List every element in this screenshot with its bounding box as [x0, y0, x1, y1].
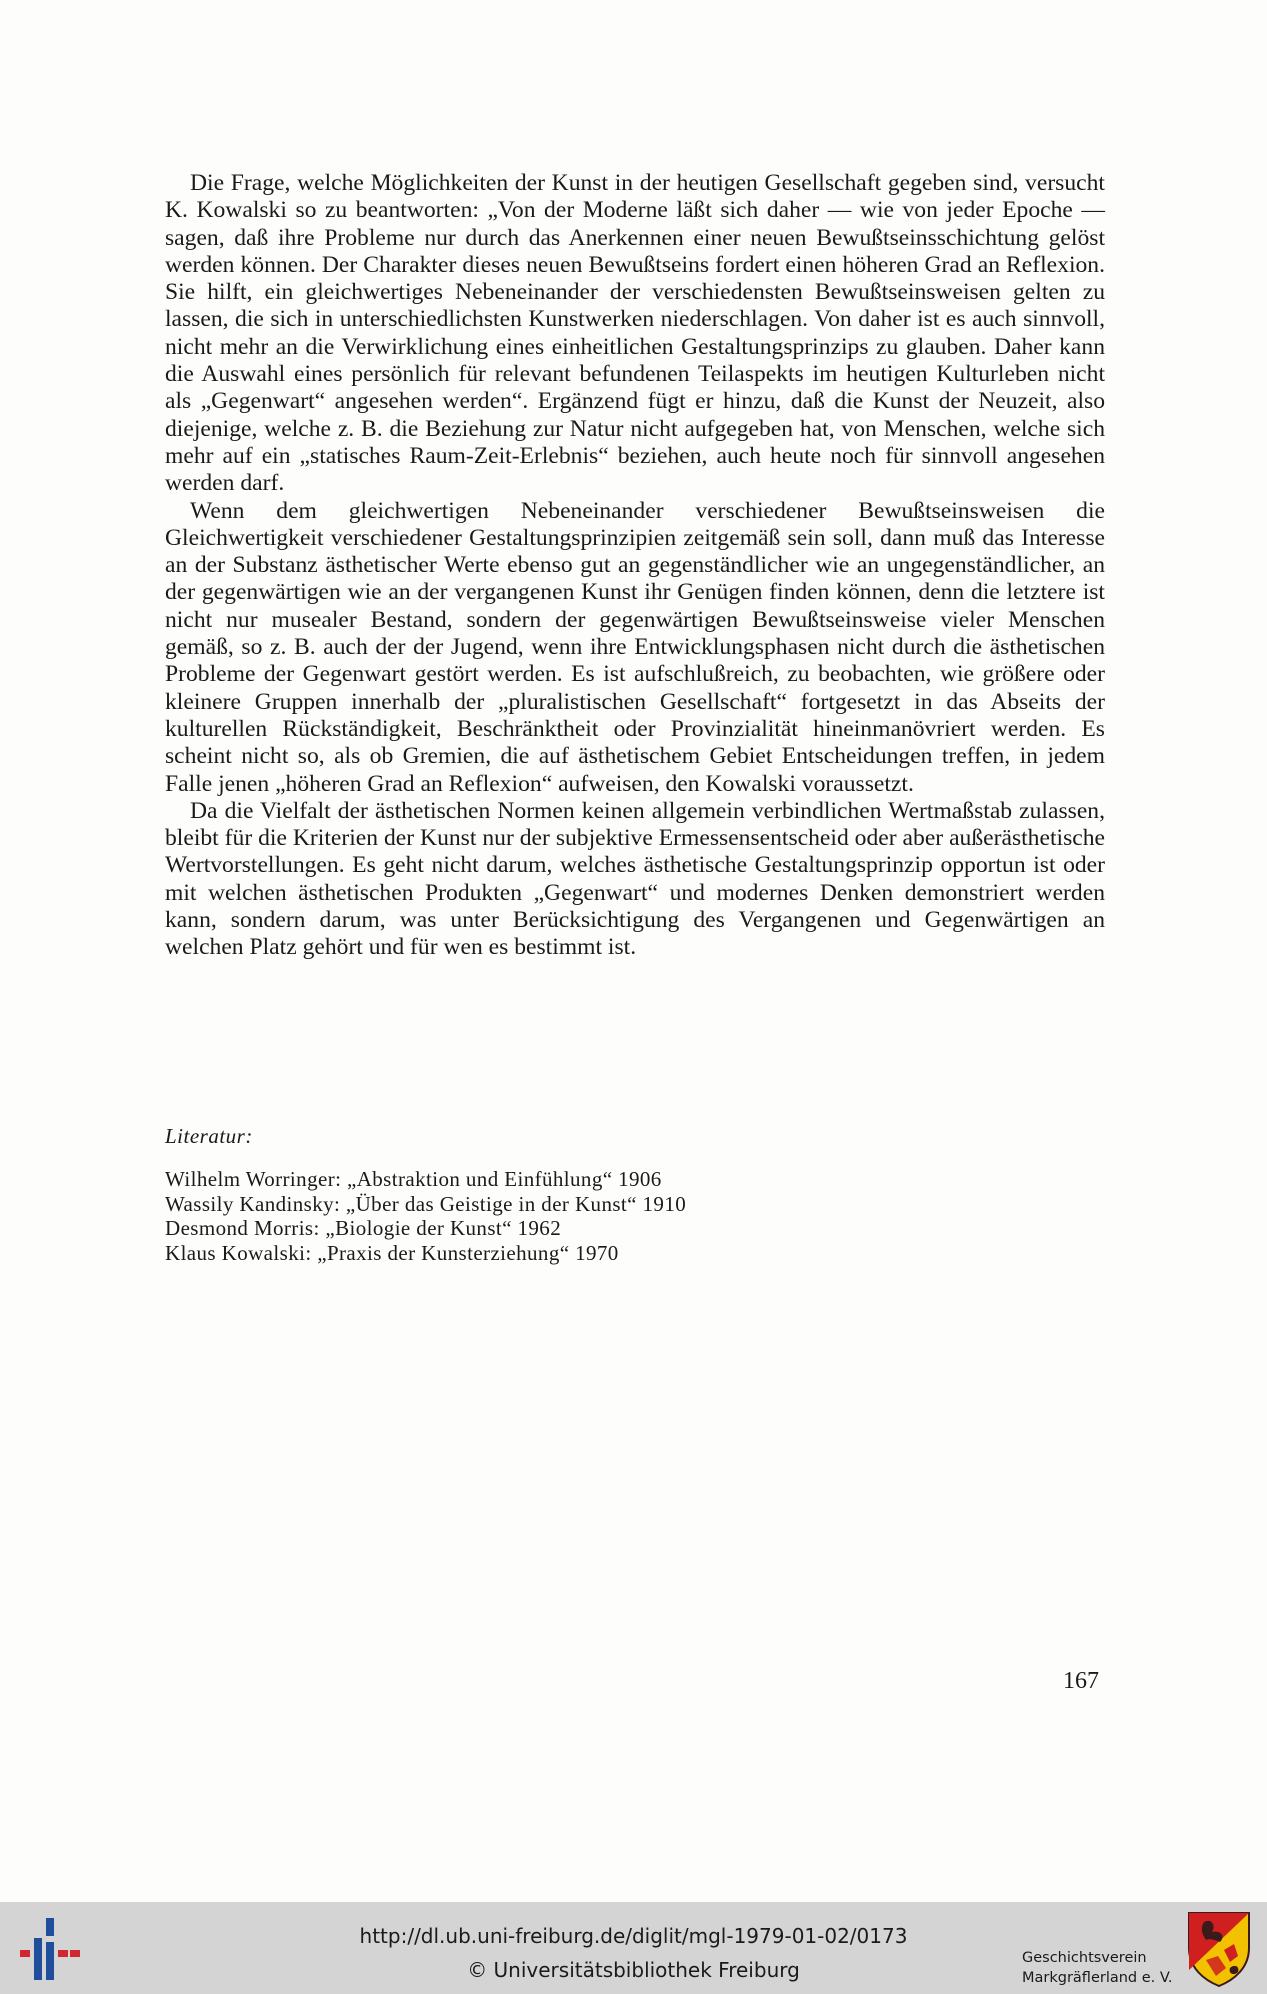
society-name-line2: Markgräflerland e. V.	[1022, 1970, 1173, 1986]
society-name	[1022, 1948, 1173, 1988]
paragraph-2: Wenn dem gleichwertigen Nebeneinander verschiedener Bewußtseinsweisen die Gleichwertigkeit verschiedener Gestaltungsprinzipien zeitgemäß sein soll, dann muß das Interesse an der Substanz ästhetischer Werte ebenso gut an gegenständlicher wie an ungegenständlicher, an der gegenwärtigen wie an der vergangenen Kunst ihr Genügen finden können, denn die letztere ist nicht nur musealer Bestand, sondern der gegenwärtigen Bewußtseinsweise vieler Menschen gemäß, so z. B. auch der der Jugend, wenn ihre Entwicklungsphasen nicht durch die ästhetischen Probleme der Gegenwart gestört werden. Es ist aufschlußreich, zu beobachten, wie größere oder kleinere Gruppen innerhalb der „pluralistischen Gesellschaft“ fortgesetzt in das Abseits der kulturellen Rückständigkeit, Beschränktheit oder Provinzialität hineinmanövriert werden. Es scheint nicht so, als ob Gremien, die auf ästhetischem Gebiet Entscheidungen treffen, in jedem Falle jenen „höheren Grad an Reflexion“ aufweisen, den Kowalski voraussetzt.	[165, 497, 1105, 797]
society-name-line1: Geschichtsverein	[1022, 1950, 1147, 1966]
literature-list	[165, 1167, 1065, 1265]
footer-url-link[interactable]: http://dl.ub.uni-freiburg.de/diglit/mgl-1979-01-02/0173	[359, 1924, 908, 1948]
body-text	[165, 170, 1105, 962]
coat-of-arms-icon	[1186, 1910, 1252, 1988]
footer-bar	[0, 1902, 1267, 1994]
literature-heading: Literatur:	[165, 1124, 253, 1148]
page-number: 167	[1063, 1668, 1099, 1694]
footer-copyright: © Universitätsbibliothek Freiburg	[467, 1958, 800, 1982]
literature-entry: Wassily Kandinsky: „Über das Geistige in der Kunst“ 1910	[165, 1191, 687, 1216]
paragraph-1: Die Frage, welche Möglichkeiten der Kunst in der heutigen Gesellschaft gegeben sind, versucht K. Kowalski so zu beantworten: „Von der Moderne läßt sich daher — wie von jeder Epoche — sagen, daß ihre Probleme nur durch das Anerkennen einer neuen Bewußtseinsschichtung gelöst werden können. Der Charakter dieses neuen Bewußtseins fordert einen höheren Grad an Reflexion. Sie hilft, ein gleichwertiges Nebeneinander der verschiedensten Bewußtseinsweisen gelten zu lassen, die sich in unterschiedlichsten Kunstwerken niederschlagen. Von daher ist es auch sinnvoll, nicht mehr an die Verwirklichung eines einheitlichen Gestaltungsprinzips zu glauben. Daher kann die Auswahl eines persönlich für relevant befundenen Teilaspekts im heutigen Kulturleben nicht als „Gegenwart“ angesehen werden“. Ergänzend fügt er hinzu, daß die Kunst der Neuzeit, also diejenige, welche z. B. die Beziehung zur Natur nicht aufgegeben hat, von Menschen, welche sich mehr auf ein „statisches Raum-Zeit-Erlebnis“ beziehen, auch heute noch für sinnvoll angesehen werden darf.	[165, 170, 1105, 497]
literature-entry: Klaus Kowalski: „Praxis der Kunsterziehung“ 1970	[165, 1240, 619, 1265]
literature-entry: Wilhelm Worringer: „Abstraktion und Einfühlung“ 1906	[165, 1167, 662, 1191]
paragraph-3: Da die Vielfalt der ästhetischen Normen keinen allgemein verbindlichen Wertmaßstab zulassen, bleibt für die Kriterien der Kunst nur der subjektive Ermessensentscheid oder aber außerästhetische Wertvorstellungen. Es geht nicht darum, welches ästhetische Gestaltungsprinzip opportun ist oder mit welchen ästhetischen Produkten „Gegenwart“ und modernes Denken demonstriert werden kann, sondern darum, was unter Berücksichtigung des Vergangenen und Gegenwärtigen an welchen Platz gehört und für wen es bestimmt ist.	[165, 797, 1105, 961]
literature-section	[165, 1124, 1065, 1265]
literature-entry: Desmond Morris: „Biologie der Kunst“ 1962	[165, 1216, 562, 1240]
